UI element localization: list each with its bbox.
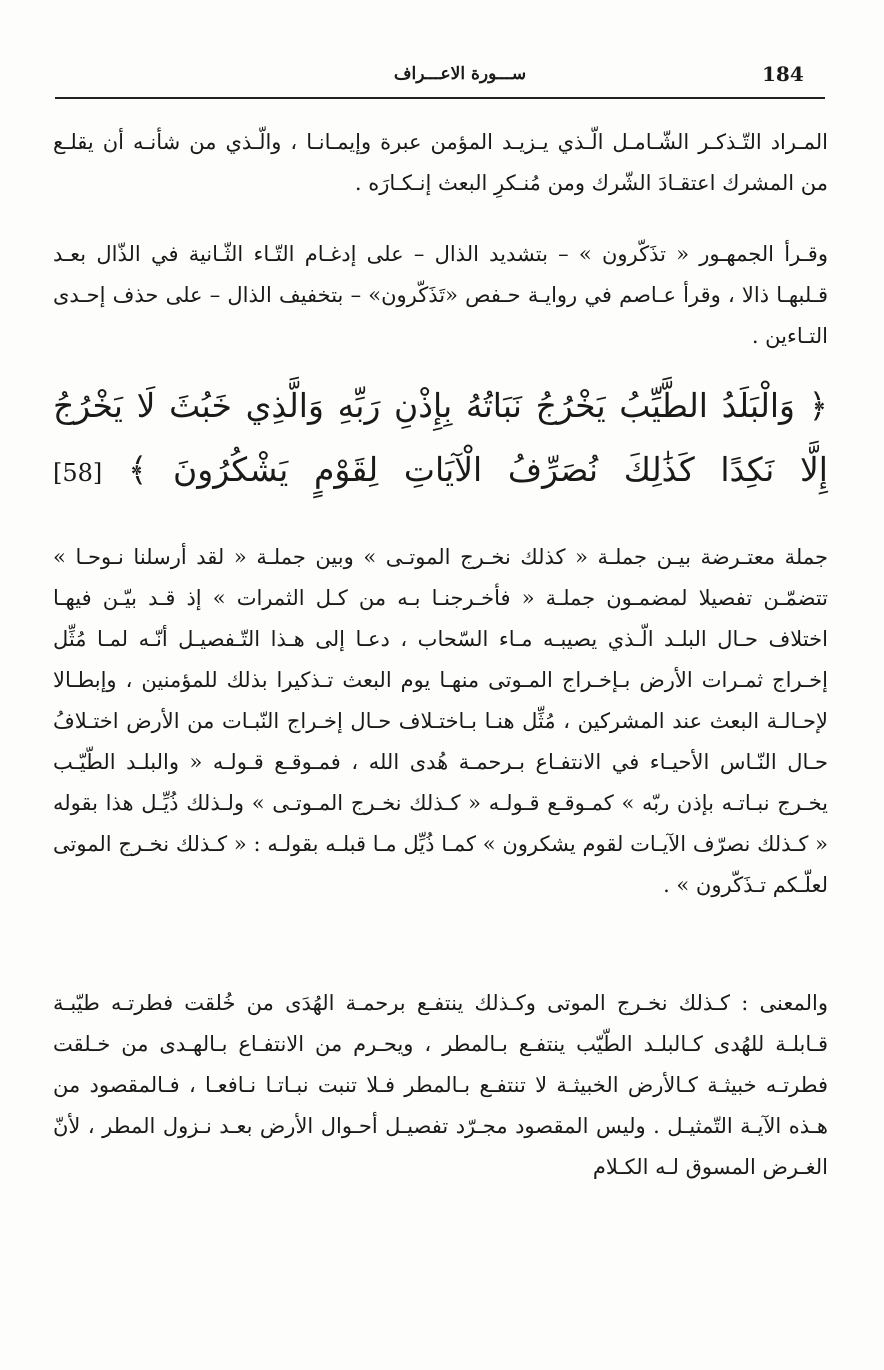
paragraph-1: المـراد التّـذكـر الشّـامـل الّـذي يـزيـد المؤمن عبرة وإيمـانـا ، والّـذي من شأنـه أن يقلـع من المشرك اعتقـادَ الشّرك ومن مُنـكرِ البعث إنـكـارَه . [53,130,828,195]
page-number: 184 [762,62,804,86]
quran-verse [53,374,828,505]
paragraph-3: جملة معتـرضة بيـن جملـة « كذلك نخـرج الموتـى » وبين جملـة « لقد أرسلنا نـوحـا » تتضمّـن تفصيلا لمضمـون جملـة « فأخـرجنـا بـه من كـل الثمرات » إذ قـد بيّـن فيهـا اختلاف حـال البلـد الّـذي يصيبـه مـاء السّحاب ، دعـا إلى هـذا التّـفصيـل أنّـه لمـا مُثِّل إخـراج ثمـرات الأرض بـإخـراج المـوتى منهـا يوم البعث تـذكيرا بذلك للمؤمنين ، وإبطـالا لإحـالـة البعث عند المشركين ، مُثِّل هنـا بـاختـلاف حـال إخـراج النّبـات من الأرض اختـلافُ حـال النّـاس الأحيـاء في الانتفـاع بـرحمـة هُدى الله ، فمـوقـع قـولـه « والبلـد الطّيّـب يخـرج نبـاتـه بإذن ربّه » كمـوقـع قـولـه « كـذلك نخـرج المـوتـى » ولـذلك ذُيِّـل هذا بقوله « كـذلك نصرّف الآيـات لقوم يشكرون » كمـا ذُيِّل مـا قبلـه بقولـه : « كـذلك نخـرج الموتى لعلّـكم تـذَكّرون » . [53,545,828,897]
header-rule [55,97,825,99]
running-title: ســـورة الاعـــراف [393,64,527,84]
verse-text: ﴿ وَالْبَلَدُ الطَّيِّبُ يَخْرُجُ نَبَاتُهُ بِإِذْنِ رَبِّهِ وَالَّذِي خَبُثَ لَا يَخْرُجُ إِلَّا نَكِدًا كَذَٰلِكَ نُصَرِّفُ الْآيَاتِ لِقَوْمٍ يَشْكُرُونَ ﴾ [53,386,828,489]
verse-number: [58] [53,459,103,487]
paragraph-2: وقـرأ الجمهـور « تذَكّرون » – بتشديد الذال – على إدغـام التّـاء الثّـانية في الذّال بعـد قـلبهـا ذالا ، وقرأ عـاصم في روايـة حـفص «تَذَكّرون» – بتخفيف الذال – على حذف إحـدى التـاءين . [53,242,828,348]
paragraph-4: والمعنى : كـذلك نخـرج الموتى وكـذلك ينتفـع برحمـة الهُدَى من خُلقت فطرتـه طيّبـة قـابلـة للهُدى كـالبلـد الطّيّب ينتفـع بـالمطر ، ويحـرم من الانتفـاع بـالهـدى من خـلقت فطرتـه خبيثـة كـالأرض الخبيثـة لا تنتفـع بـالمطر فـلا تنبت نبـاتـا نـافعـا ، فـالمقصود من هـذه الآيـة التّمثيـل . وليس المقصود مجـرّد تفصيـل أحـوال الأرض بعـد نـزول المطر ، لأنّ الغـرض المسوق لـه الكـلام [53,991,828,1179]
page-header [55,60,825,100]
